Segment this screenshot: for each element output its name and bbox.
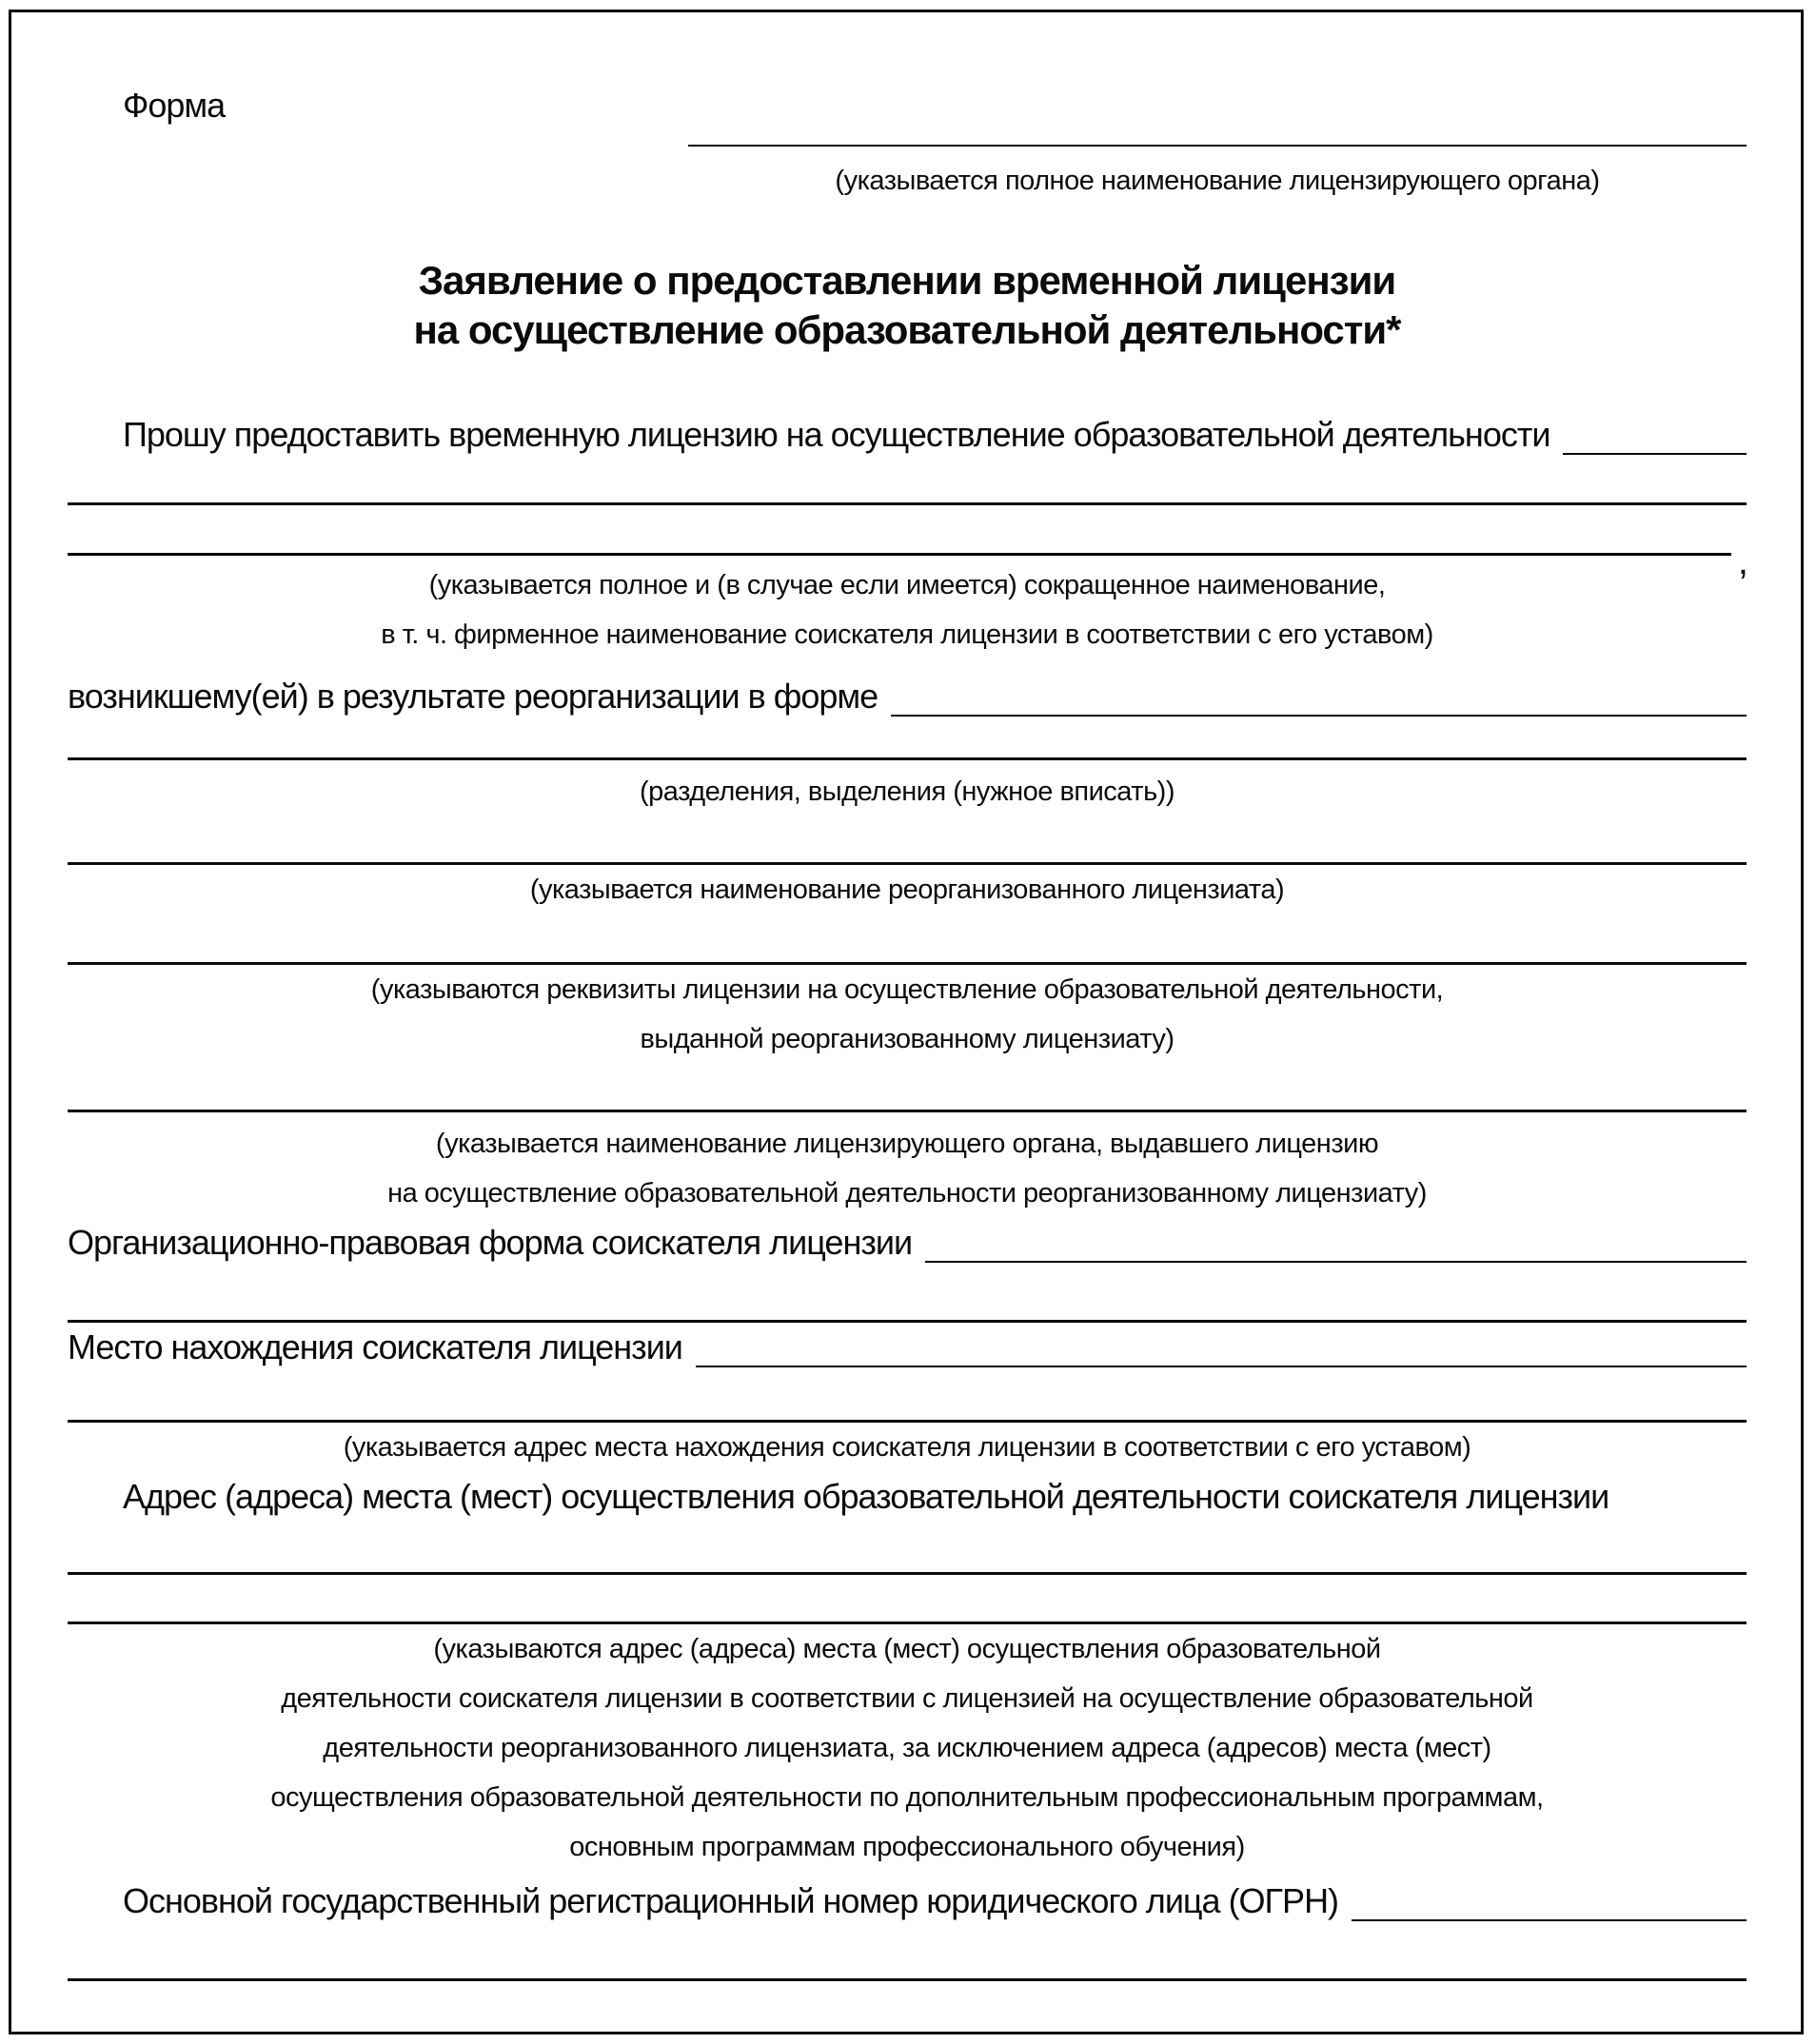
document-title-line1: Заявление о предоставлении временной лицензии — [418, 258, 1396, 303]
issuing-authority-caption — [68, 1119, 1747, 1218]
applicant-name-caption-line2: в т. ч. фирменное наименование соискателя лицензии в соответствии с его уставом) — [381, 619, 1433, 650]
issuing-authority-caption-line1: (указывается наименование лицензирующего органа, выдавшего лицензию — [435, 1129, 1379, 1159]
location-caption: (указывается адрес места нахождения соискателя лицензии в соответствии с его уставом) — [343, 1432, 1471, 1463]
addresses-caption-line2: деятельности соискателя лицензии в соответствии с лицензией на осуществление образовательной — [281, 1683, 1533, 1714]
licensing-authority-caption: (указывается полное наименование лицензирующего органа) — [835, 166, 1600, 196]
license-requisites-caption-line2: выданной реорганизованному лицензиату) — [640, 1024, 1174, 1054]
ogrn-text: Основной государственный регистрационный номер юридического лица (ОГРН) — [123, 1881, 1339, 1920]
applicant-name-caption — [68, 560, 1747, 659]
document-title-line2: на осуществление образовательной деятельности* — [413, 307, 1401, 352]
issuing-authority-caption-line2: на осуществление образовательной деятельности реорганизованному лицензиату) — [387, 1178, 1427, 1209]
reorganization-text: возникшему(ей) в результате реорганизации в форме — [68, 677, 878, 716]
form-page — [9, 10, 1804, 2034]
addresses-caption-line1: (указываются адрес (адреса) места (мест) осуществления образовательной — [433, 1634, 1381, 1664]
licensing-authority-block — [688, 145, 1747, 206]
location-field-start[interactable] — [696, 1323, 1747, 1367]
license-requisites-caption-line1: (указываются реквизиты лицензии на осуществление образовательной деятельности, — [370, 974, 1444, 1005]
division-caption: (разделения, выделения (нужное вписать)) — [639, 776, 1174, 807]
legal-form-field-start[interactable] — [925, 1218, 1747, 1263]
addresses-caption-line4: осуществления образовательной деятельности по дополнительным профессиональным программам, — [270, 1782, 1544, 1813]
request-text: Прошу предоставить временную лицензию на осуществление образовательной деятельности — [123, 415, 1550, 454]
issuing-authority-field[interactable] — [68, 1110, 1747, 1112]
comma-mark: , — [1737, 540, 1748, 582]
reorganization-form-field-start[interactable] — [891, 672, 1747, 717]
ogrn-row — [68, 1877, 1747, 1926]
ogrn-field-line[interactable] — [68, 1978, 1747, 1981]
document-title — [68, 256, 1747, 355]
location-text: Место нахождения соискателя лицензии — [68, 1327, 682, 1366]
form-label: Форма — [123, 86, 226, 125]
reorganized-licensee-caption: (указывается наименование реорганизованного лицензиата) — [529, 875, 1285, 905]
location-row — [68, 1323, 1747, 1372]
license-requisites-caption — [68, 965, 1747, 1064]
request-row — [68, 410, 1747, 460]
licensing-authority-field[interactable] — [688, 145, 1747, 147]
applicant-name-field-line1[interactable] — [68, 502, 1747, 505]
ogrn-field-start[interactable] — [1352, 1877, 1747, 1921]
addresses-caption — [68, 1624, 1747, 1872]
reorganization-form-field-line[interactable] — [68, 757, 1747, 760]
applicant-name-caption-line1: (указывается полное и (в случае если имеется) сокращенное наименование, — [428, 570, 1386, 600]
addresses-caption-line3: деятельности реорганизованного лицензиата, за исключением адреса (адресов) места (мест) — [323, 1733, 1491, 1763]
applicant-name-field-line2[interactable] — [68, 540, 1748, 582]
reorganization-row — [68, 672, 1747, 721]
addresses-field-line1[interactable] — [68, 1572, 1747, 1575]
addresses-caption-line5: основным программам профессионального обучения) — [569, 1832, 1245, 1862]
legal-form-text: Организационно-правовая форма соискателя лицензии — [68, 1223, 913, 1262]
applicant-name-field-start[interactable] — [1563, 410, 1747, 455]
addresses-text: Адрес (адреса) места (мест) осуществления образовательной деятельности соискателя лицензии — [123, 1477, 1609, 1516]
legal-form-row — [68, 1218, 1747, 1268]
